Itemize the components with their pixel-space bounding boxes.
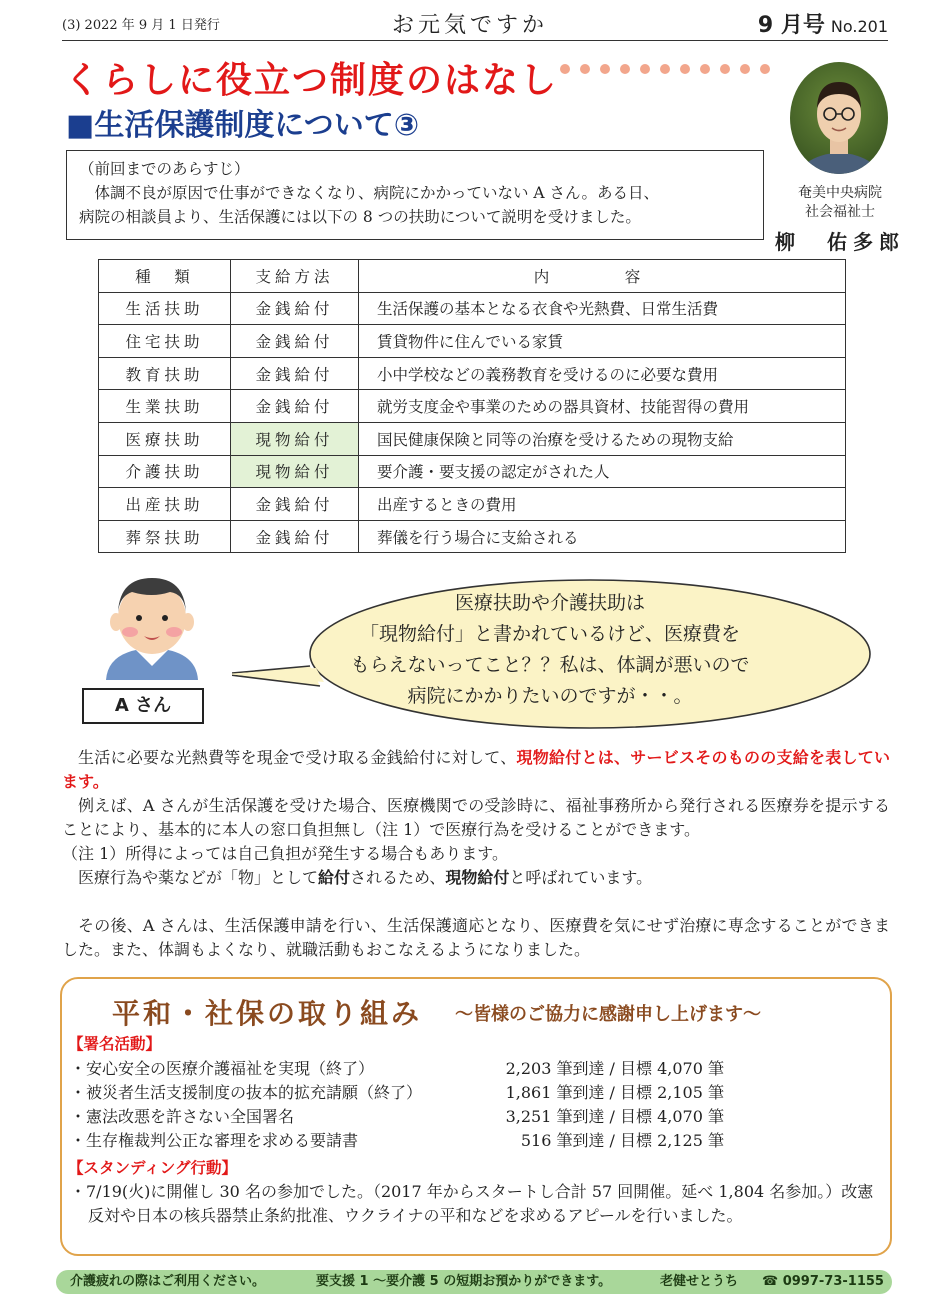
assistance-types-table [98, 259, 846, 553]
assistance-content: 要介護・要支援の認定がされた人 [359, 455, 846, 488]
signature-label: ・被災者生活支援制度の抜本的拡充請願（終了） [70, 1083, 423, 1102]
issue-no: No.201 [830, 17, 888, 36]
signature-item [70, 1056, 770, 1080]
assistance-content: 葬儀を行う場合に支給される [359, 520, 846, 553]
signature-count: 3,251 筆到達 / 目標 4,070 筆 [505, 1107, 724, 1126]
payment-method: 現物給付 [231, 422, 359, 455]
payment-method: 現物給付 [231, 455, 359, 488]
body-paragraph-3: 医療行為や薬などが「物」として給付されるため、現物給付と呼ばれています。 [78, 868, 653, 887]
issue-date: (3) 2022 年 9 月 1 日発行 [62, 18, 220, 33]
peace-subtitle: ～皆様のご協力に感謝申し上げます～ [455, 1004, 761, 1025]
signature-label: ・安心安全の医療介護福祉を実現（終了） [70, 1059, 375, 1078]
table-row [99, 488, 846, 521]
table-header-row [99, 260, 846, 293]
peace-title: 平和・社保の取り組み [112, 997, 423, 1030]
table-row [99, 325, 846, 358]
assistance-type: 生業扶助 [99, 390, 231, 423]
recap-line: 体調不良が原因で仕事ができなくなり、病院にかかっていない A さん。ある日、 [94, 184, 659, 202]
table-row [99, 357, 846, 390]
column-header-content: 内 容 [359, 260, 846, 293]
table-row [99, 520, 846, 553]
signature-count: 1,861 筆到達 / 目標 2,105 筆 [505, 1083, 724, 1102]
assistance-content: 小中学校などの義務教育を受けるのに必要な費用 [359, 357, 846, 390]
standing-text: ・7/19(火)に開催し 30 名の参加でした。（2017 年からスタートし合計 57 回開催。延べ 1,804 名参加。）改憲反対や日本の核兵器禁止条約批准、ウクライナの平和などを求めるアピールを行いました。 [70, 1182, 874, 1225]
author-affiliation: 奄美中央病院 社会福祉士 [798, 185, 882, 220]
assistance-type: 教育扶助 [99, 357, 231, 390]
assistance-type: 出産扶助 [99, 488, 231, 521]
standing-heading: 【スタンディング行動】 [68, 1159, 237, 1177]
title-dots-decoration [560, 64, 770, 74]
assistance-type: 介護扶助 [99, 455, 231, 488]
body-note: （注 1）所得によっては自己負担が発生する場合もあります。 [62, 844, 508, 863]
footer-text: 介護疲れの際はご利用ください。 [70, 1274, 266, 1289]
footer-phone: ☎ 0997-73-1155 [762, 1274, 884, 1289]
person-a-label: A さん [82, 688, 204, 724]
article-title: くらしに役立つ制度のはなし [64, 60, 559, 101]
payment-method: 金銭給付 [231, 357, 359, 390]
author-name: 柳 佑多郎 [775, 230, 905, 254]
footer-banner [56, 1270, 892, 1294]
assistance-type: 葬祭扶助 [99, 520, 231, 553]
assistance-content: 生活保護の基本となる衣食や光熱費、日常生活費 [359, 292, 846, 325]
signature-label: ・憲法改悪を許さない全国署名 [70, 1107, 295, 1126]
header-divider [62, 40, 888, 41]
assistance-content: 出産するときの費用 [359, 488, 846, 521]
recap-heading: （前回までのあらすじ） [79, 160, 250, 178]
signature-item [70, 1128, 770, 1152]
assistance-type: 医療扶助 [99, 422, 231, 455]
assistance-content: 就労支度金や事業のための器具資材、技能習得の費用 [359, 390, 846, 423]
body-paragraph-1: 生活に必要な光熱費等を現金で受け取る金銭給付に対して、現物給付とは、サービスそのものの支給を表しています。 [62, 748, 890, 791]
table-row [99, 422, 846, 455]
issue-number [758, 8, 888, 39]
signature-item [70, 1104, 770, 1128]
table-row [99, 390, 846, 423]
highlight-text: 現物給付とは、サービスそのものの支給を表しています。 [62, 748, 890, 791]
assistance-type: 住宅扶助 [99, 325, 231, 358]
body-paragraph-4: その後、A さんは、生活保護申請を行い、生活保護適応となり、医療費を気にせず治療に専念することができました。また、体調もよくなり、就職活動もおこなえるようになりました。 [62, 916, 890, 959]
signature-heading: 【署名活動】 [68, 1035, 162, 1053]
signature-count: 2,203 筆到達 / 目標 4,070 筆 [505, 1059, 724, 1078]
payment-method: 金銭給付 [231, 325, 359, 358]
body-paragraph-2: 例えば、A さんが生活保護を受けた場合、医療機関での受診時に、福祉事務所から発行される医療券を提示することにより、基本的に本人の窓口負担無し（注 1）で医療行為を受けることができます。 [62, 796, 890, 839]
signature-count: 516 筆到達 / 目標 2,125 筆 [520, 1131, 724, 1150]
payment-method: 金銭給付 [231, 390, 359, 423]
assistance-content: 賃貸物件に住んでいる家賃 [359, 325, 846, 358]
column-header-type: 種 類 [99, 260, 231, 293]
table-row [99, 292, 846, 325]
newsletter-name: お元気ですか [391, 13, 548, 38]
assistance-content: 国民健康保険と同等の治療を受けるための現物支給 [359, 422, 846, 455]
signature-item [70, 1080, 770, 1104]
footer-text: 要支援 1 ～要介護 5 の短期お預かりができます。 [316, 1274, 612, 1289]
payment-method: 金銭給付 [231, 292, 359, 325]
person-a-illustration [92, 570, 212, 684]
footer-facility: 老健せとうち [660, 1274, 739, 1289]
article-subtitle: ■生活保護制度について③ [66, 108, 420, 143]
recap-box [66, 150, 764, 240]
payment-method: 金銭給付 [231, 488, 359, 521]
recap-line: 病院の相談員より、生活保護には以下の 8 つの扶助について説明を受けました。 [79, 208, 641, 226]
issue-month: 9 月号 [757, 13, 825, 38]
speech-text: 医療扶助や介護扶助は 「現物給付」と書かれているけど、医療費を もらえないってこと？？私は、体調が悪いので 病院にかかりたいのですが・・。 [350, 592, 750, 707]
author-photo [790, 62, 888, 174]
table-row [99, 455, 846, 488]
assistance-type: 生活扶助 [99, 292, 231, 325]
signature-label: ・生存権裁判公正な審理を求める要請書 [70, 1131, 359, 1150]
payment-method: 金銭給付 [231, 520, 359, 553]
column-header-method: 支給方法 [231, 260, 359, 293]
